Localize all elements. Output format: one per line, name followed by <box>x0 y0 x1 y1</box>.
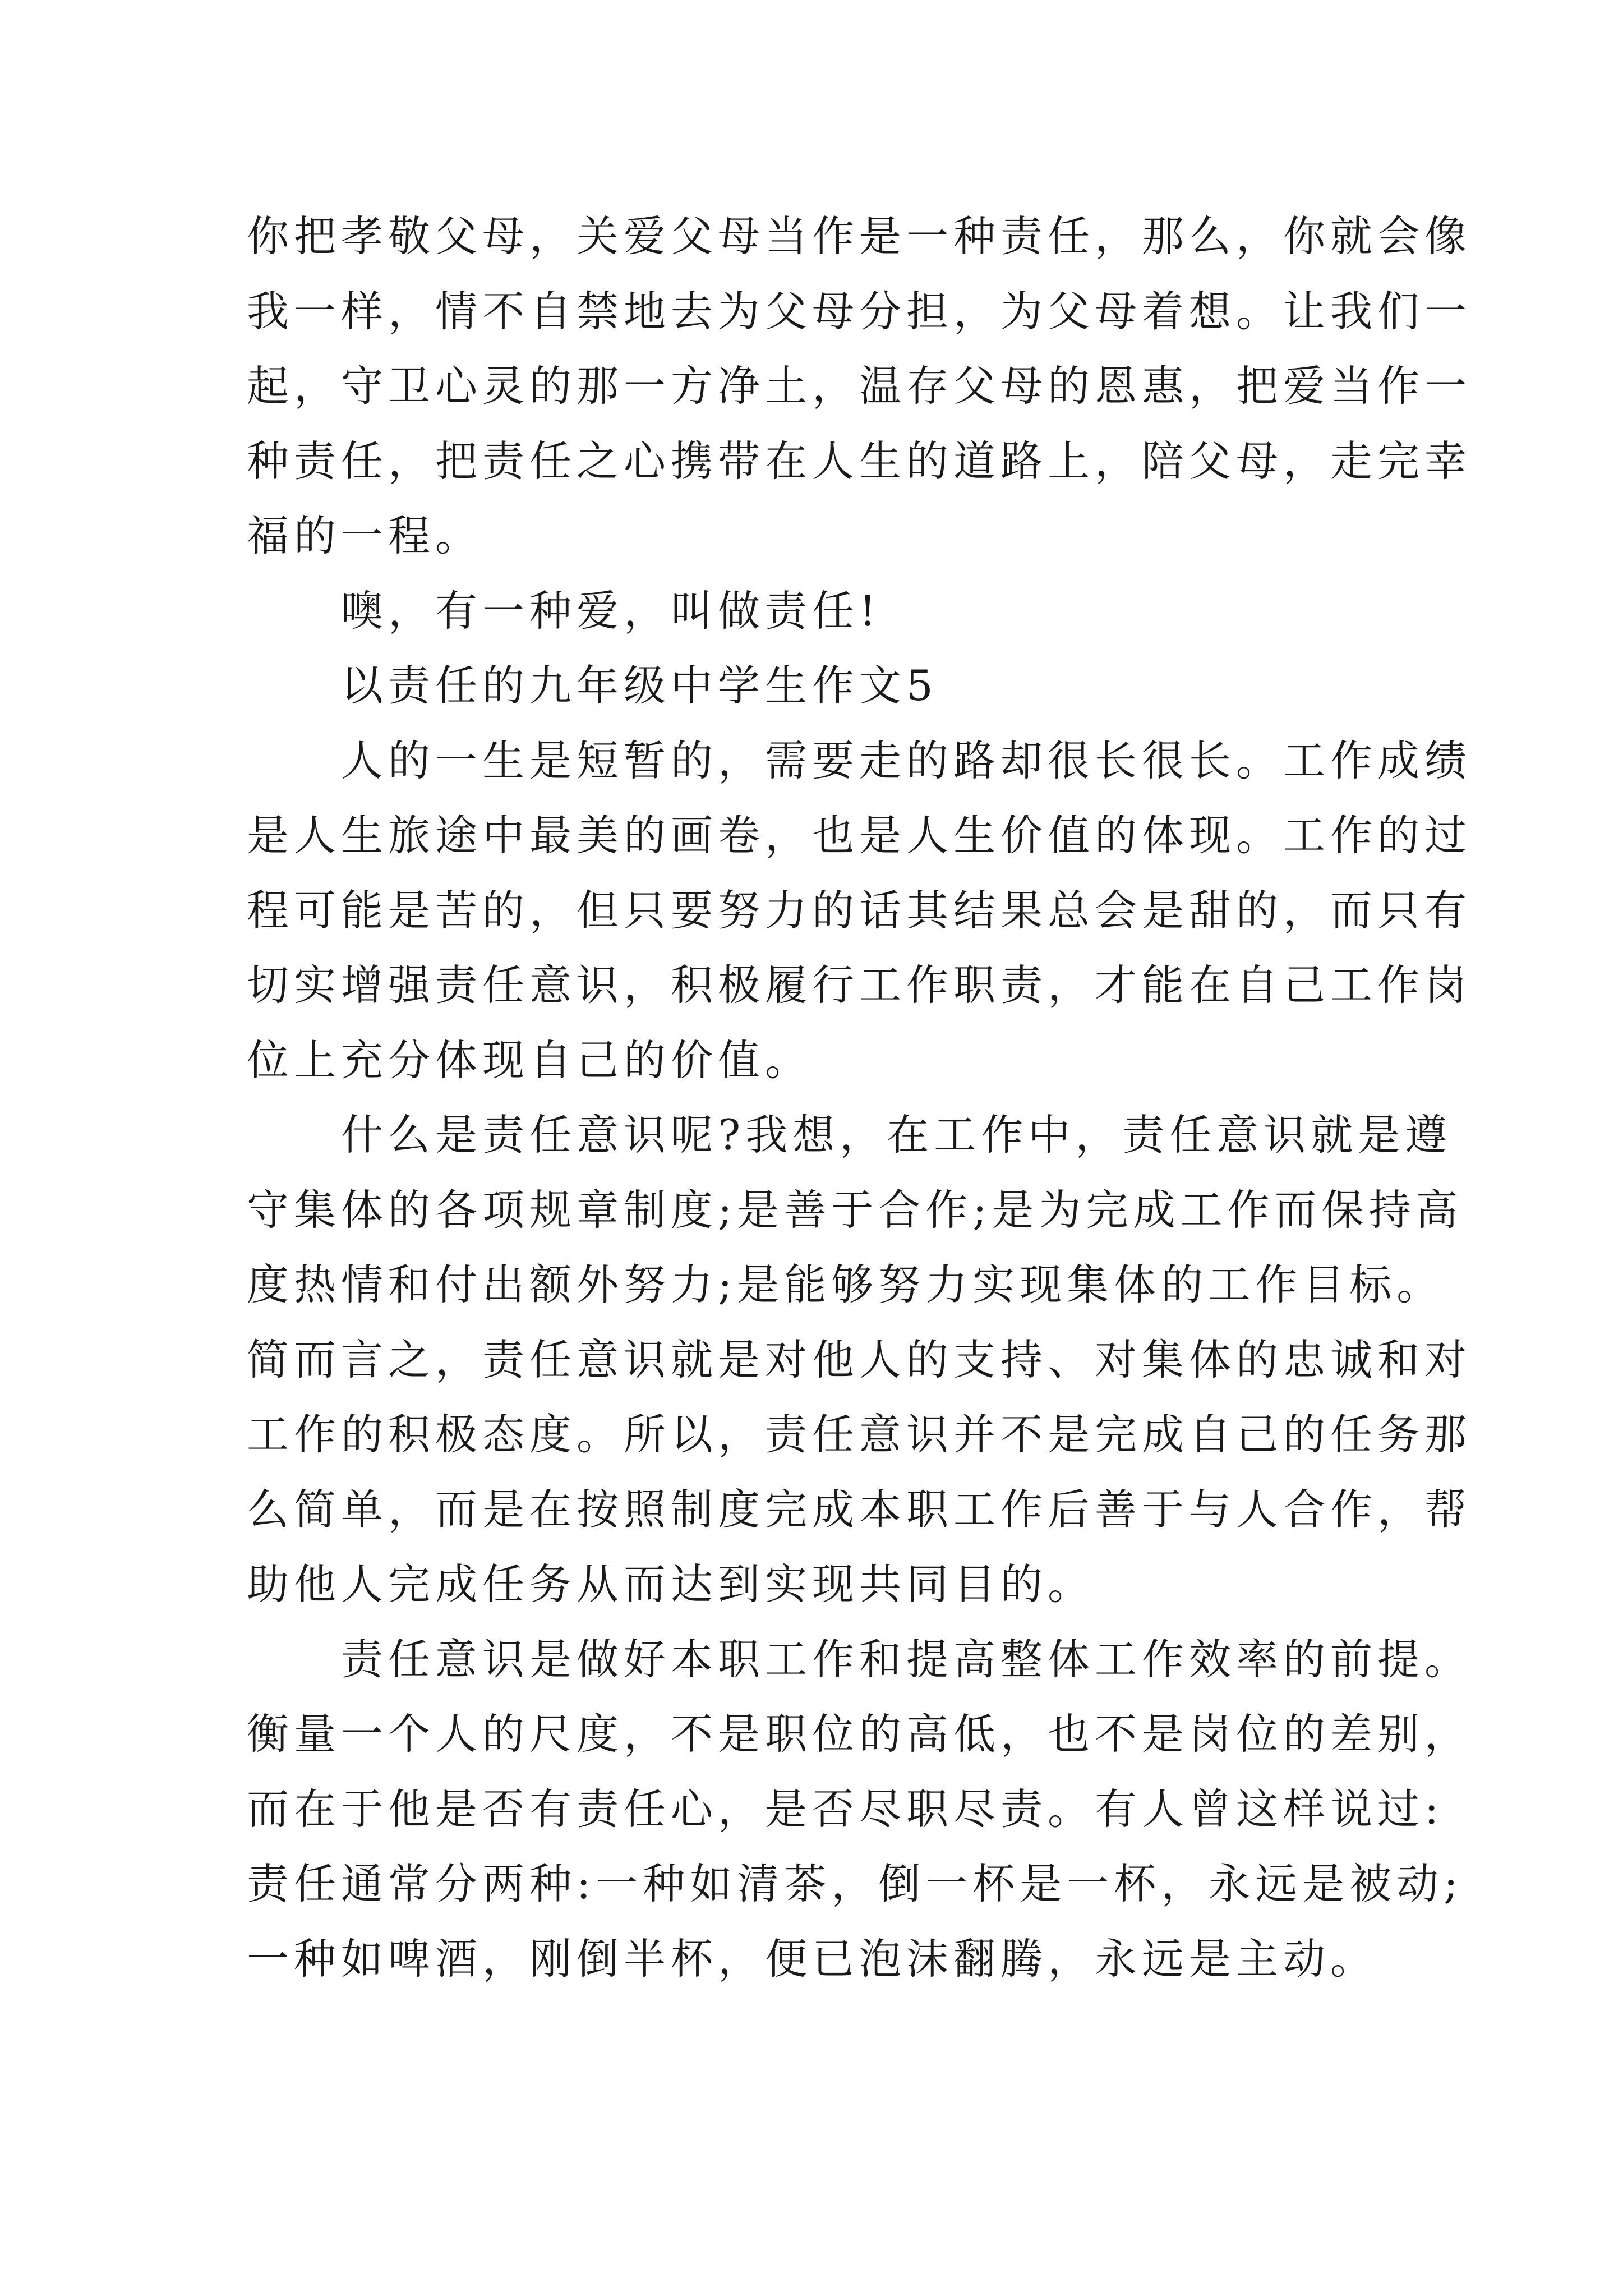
text-line: 助他人完成任务从而达到实现共同目的。 <box>247 1559 1095 1609</box>
essay-heading: 以责任的九年级中学生作文5 <box>341 661 938 710</box>
text-line: 么简单，而是在按照制度完成本职工作后善于与人合作，帮 <box>247 1484 1472 1534</box>
text-line: 简而言之，责任意识就是对他人的支持、对集体的忠诚和对 <box>247 1335 1472 1384</box>
text-line: 我一样，情不自禁地去为父母分担，为父母着想。让我们一 <box>247 286 1472 336</box>
text-line: 程可能是苦的，但只要努力的话其结果总会是甜的，而只有 <box>247 885 1472 935</box>
text-line: 而在于他是否有责任心，是否尽职尽责。有人曾这样说过: <box>247 1784 1444 1834</box>
text-line: 位上充分体现自己的价值。 <box>247 1035 813 1085</box>
text-line: 噢，有一种爱，叫做责任! <box>341 586 882 636</box>
text-line: 度热情和付出额外努力;是能够努力实现集体的工作目标。 <box>247 1260 1444 1309</box>
text-line: 衡量一个人的尺度，不是职位的高低，也不是岗位的差别， <box>247 1709 1472 1759</box>
text-line: 人的一生是短暂的，需要走的路却很长很长。工作成绩 <box>341 735 1472 785</box>
text-line: 一种如啤酒，刚倒半杯，便已泡沫翻腾，永远是主动。 <box>247 1934 1378 1984</box>
text-line: 什么是责任意识呢?我想，在工作中，责任意识就是遵 <box>341 1110 1453 1159</box>
text-line: 种责任，把责任之心携带在人生的道路上，陪父母，走完幸 <box>247 436 1472 486</box>
text-line: 守集体的各项规章制度;是善于合作;是为完成工作而保持高 <box>247 1185 1463 1235</box>
text-line: 你把孝敬父母，关爱父母当作是一种责任，那么，你就会像 <box>247 211 1472 261</box>
document-body <box>247 199 1472 1996</box>
text-line: 起，守卫心灵的那一方净土，温存父母的恩惠，把爱当作一 <box>247 361 1472 411</box>
text-line: 福的一程。 <box>247 511 483 560</box>
text-line: 责任通常分两种:一种如清茶，倒一杯是一杯，永远是被动; <box>247 1859 1463 1908</box>
text-line: 责任意识是做好本职工作和提高整体工作效率的前提。 <box>341 1634 1472 1684</box>
text-line: 工作的积极态度。所以，责任意识并不是完成自己的任务那 <box>247 1410 1472 1459</box>
text-line: 是人生旅途中最美的画卷，也是人生价值的体现。工作的过 <box>247 811 1472 860</box>
text-line: 切实增强责任意识，积极履行工作职责，才能在自己工作岗 <box>247 960 1472 1010</box>
